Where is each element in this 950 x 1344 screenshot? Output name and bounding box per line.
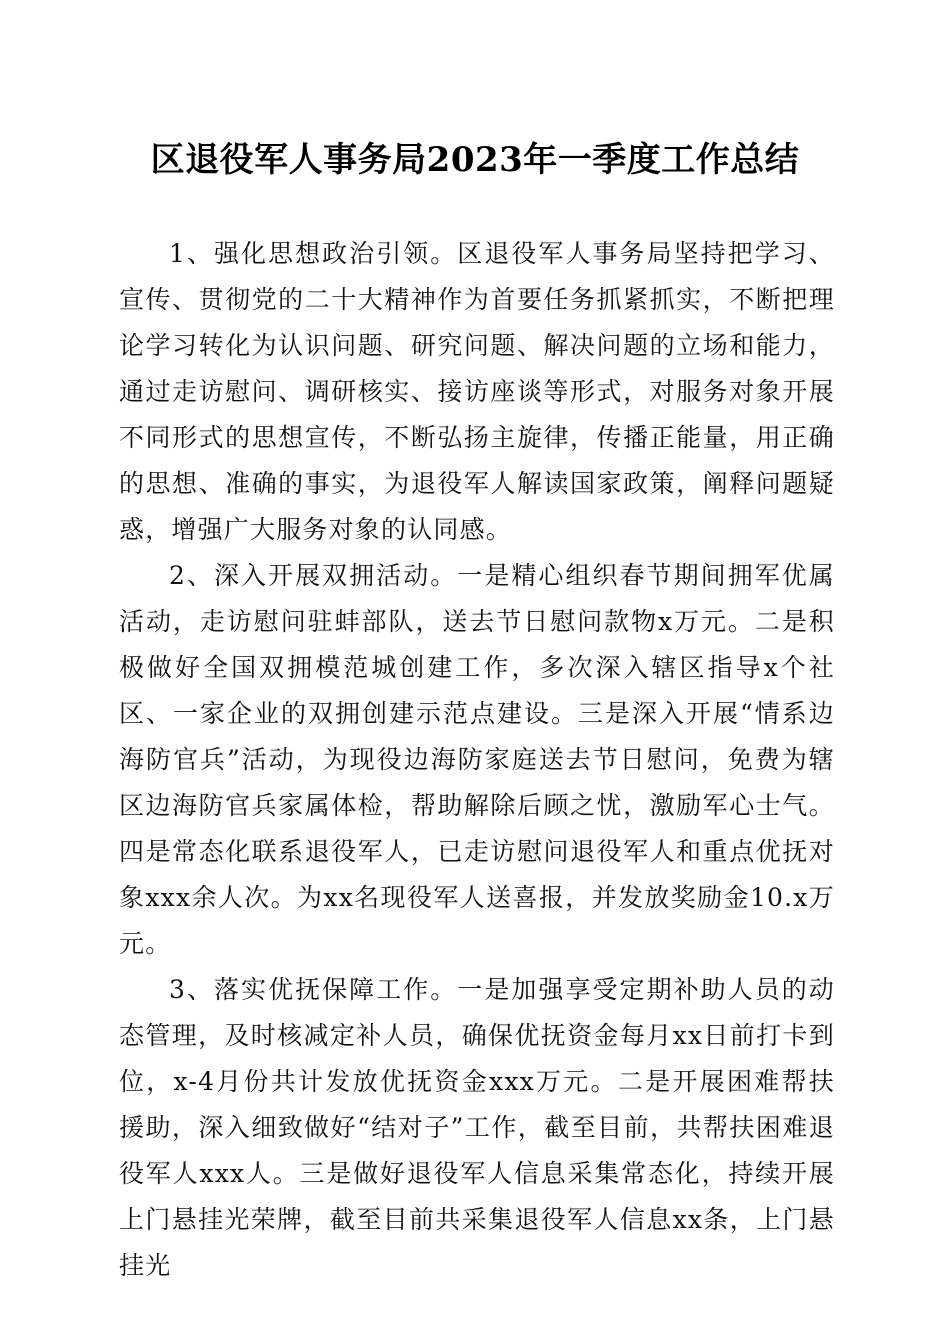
document-title: 区退役军人事务局2023年一季度工作总结 xyxy=(150,140,800,180)
document-body xyxy=(119,231,835,1289)
paragraph-political-guidance: 1、强化思想政治引领。区退役军人事务局坚持把学习、宣传、贯彻党的二十大精神作为首要任务抓紧抓实，不断把理论学习转化为认识问题、研究问题、解决问题的立场和能力，通过走访慰问、调研核实、接访座谈等形式，对服务对象开展不同形式的思想宣传，不断弘扬主旋律，传播正能量，用正确的思想、准确的事实，为退役军人解读国家政策，阐释问题疑惑，增强广大服务对象的认同感。 xyxy=(119,239,835,544)
paragraph-preferential-care: 3、落实优抚保障工作。一是加强享受定期补助人员的动态管理，及时核减定补人员，确保优抚资金每月xx日前打卡到位，x-4月份共计发放优抚资金xxx万元。二是开展困难帮扶援助，深入细致做好“结对子”工作，截至目前，共帮扶困难退役军人xxx人。三是做好退役军人信息采集常态化，持续开展上门悬挂光荣牌，截至目前共采集退役军人信息xx条，上门悬挂光 xyxy=(119,975,835,1280)
paragraph-double-support: 2、深入开展双拥活动。一是精心组织春节期间拥军优属活动，走访慰问驻蚌部队，送去节日慰问款物x万元。二是积极做好全国双拥模范城创建工作，多次深入辖区指导x个社区、一家企业的双拥创建示范点建设。三是深入开展“情系边海防官兵”活动，为现役边海防家庭送去节日慰问，免费为辖区边海防官兵家属体检，帮助解除后顾之忧，激励军心士气。四是常态化联系退役军人，已走访慰问退役军人和重点优抚对象xxx余人次。为xx名现役军人送喜报，并发放奖励金10.x万元。 xyxy=(119,561,835,958)
